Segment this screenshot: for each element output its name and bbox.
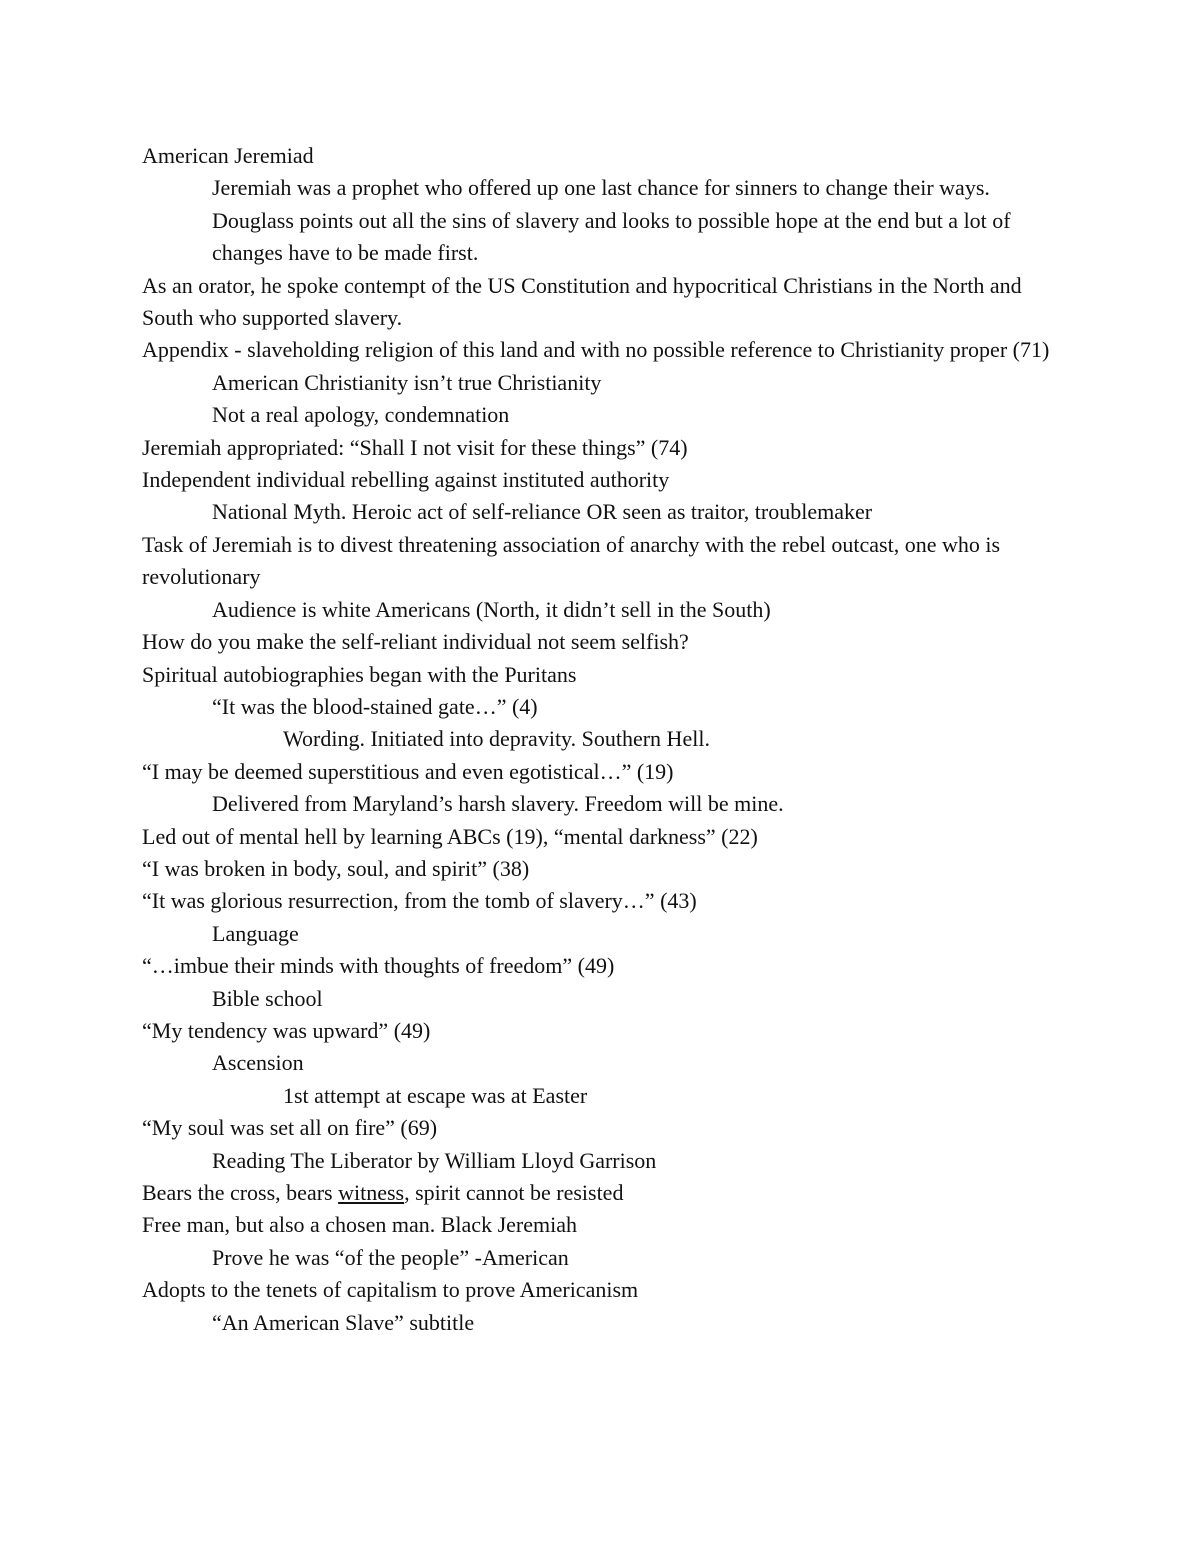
text-segment: Bears the cross, bears bbox=[142, 1180, 339, 1205]
outline-item: “I was broken in body, soul, and spirit” (38) bbox=[142, 855, 530, 881]
outline-item: Free man, but also a chosen man. Black Jeremiah bbox=[142, 1212, 577, 1238]
outline-heading: American Jeremiad bbox=[142, 143, 314, 168]
outline-item: Task of Jeremiah is to divest threatening association of anarchy with the rebel outcast, one who is revolutionary bbox=[142, 531, 1001, 590]
outline-item: “I may be deemed superstitious and even egotistical…” (19) bbox=[142, 758, 674, 784]
outline-item: “My soul was set all on fire” (69) bbox=[142, 1115, 438, 1141]
outline-item bbox=[142, 1177, 1072, 1209]
outline-item: 1st attempt at escape was at Easter bbox=[283, 1082, 588, 1108]
outline-item: Douglass points out all the sins of slavery and looks to possible hope at the end but a lot of changes have to be made first. bbox=[212, 207, 1011, 266]
outline-item: Prove he was “of the people” -American bbox=[212, 1244, 569, 1270]
outline-item: Delivered from Maryland’s harsh slavery. Freedom will be mine. bbox=[212, 791, 784, 817]
outline-item: How do you make the self-reliant individual not seem selfish? bbox=[142, 629, 689, 655]
notes-outline bbox=[142, 140, 1072, 1339]
outline-item: American Christianity isn’t true Christianity bbox=[212, 369, 602, 395]
outline-item: Adopts to the tenets of capitalism to prove Americanism bbox=[142, 1277, 639, 1303]
outline-item: National Myth. Heroic act of self-reliance OR seen as traitor, troublemaker bbox=[212, 499, 873, 525]
outline-item: “It was the blood-stained gate…” (4) bbox=[212, 693, 538, 719]
outline-item: Not a real apology, condemnation bbox=[212, 402, 510, 428]
outline-item: Reading The Liberator by William Lloyd Garrison bbox=[212, 1147, 657, 1173]
outline-item: Jeremiah was a prophet who offered up one last chance for sinners to change their ways. bbox=[212, 175, 990, 201]
outline-item: Appendix - slaveholding religion of this land and with no possible reference to Christianity proper (71) bbox=[142, 337, 1050, 363]
outline-item: “It was glorious resurrection, from the tomb of slavery…” (43) bbox=[142, 888, 697, 914]
outline-item: “An American Slave” subtitle bbox=[212, 1309, 475, 1335]
outline-item: Language bbox=[212, 920, 299, 946]
text-segment: , spirit cannot be resisted bbox=[404, 1180, 624, 1205]
outline-item: Audience is white Americans (North, it didn’t sell in the South) bbox=[212, 596, 771, 622]
outline-item: As an orator, he spoke contempt of the US Constitution and hypocritical Christians in the North and South who supported slavery. bbox=[142, 272, 1022, 331]
outline-item: “My tendency was upward” (49) bbox=[142, 1017, 431, 1043]
outline-item: Wording. Initiated into depravity. Southern Hell. bbox=[283, 726, 710, 752]
outline-item: Spiritual autobiographies began with the Puritans bbox=[142, 661, 577, 687]
outline-item: “…imbue their minds with thoughts of freedom” (49) bbox=[142, 953, 615, 979]
outline-item: Independent individual rebelling against instituted authority bbox=[142, 467, 670, 493]
outline-item: Led out of mental hell by learning ABCs (19), “mental darkness” (22) bbox=[142, 823, 758, 849]
underlined-word: witness bbox=[338, 1180, 405, 1205]
outline-item: Jeremiah appropriated: “Shall I not visit for these things” (74) bbox=[142, 434, 688, 460]
outline-item: Bible school bbox=[212, 985, 323, 1011]
outline-item: Ascension bbox=[212, 1050, 304, 1076]
